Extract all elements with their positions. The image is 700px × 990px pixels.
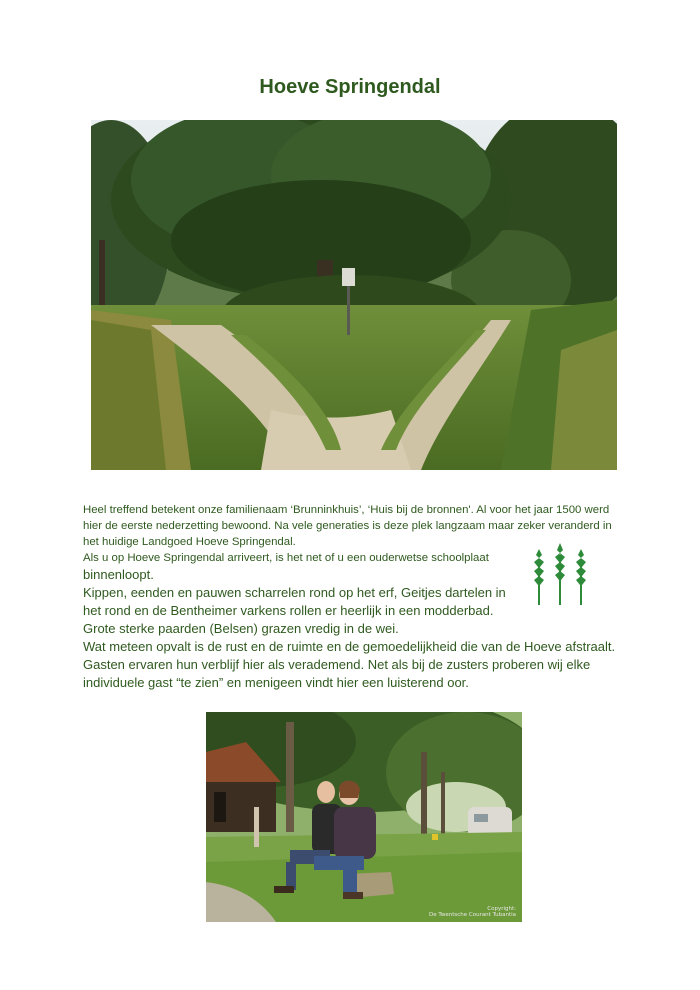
paragraph-arrival-end: binnenloopt. <box>83 567 154 582</box>
paragraph-horses: Grote sterke paarden (Belsen) grazen vredig in de wei. <box>83 621 399 636</box>
page-title: Hoeve Springendal <box>259 76 441 98</box>
copyright-label: Copyright: <box>487 906 516 912</box>
photo-owners-couple <box>206 712 522 922</box>
photo-forked-path <box>91 120 617 470</box>
paragraph-animals: Kippen, eenden en pauwen scharrelen rond op het erf, Geitjes dartelen in het rond en de Bentheimer varkens rollen er heerlijk in een modderbad. <box>83 585 506 618</box>
photo-copyright <box>429 906 516 918</box>
paragraph-history: Heel treffend betekent onze familienaam ‘Brunninkhuis’, ‘Huis bij de bronnen'. Al voor het jaar 1500 werd hier de eerste nederzetting bewoond. Na vele generaties is deze plek langzaam maar zeker veranderd in het huidige Landgoed Hoeve Springendal. <box>83 504 612 548</box>
wheat-icon <box>528 543 592 605</box>
paragraph-arrival: Als u op Hoeve Springendal arriveert, is het net of u een ouderwetse schoolplaat <box>83 552 489 564</box>
copyright-holder: De Twentsche Courant Tubantia <box>429 912 516 918</box>
paragraph-atmosphere: Wat meteen opvalt is de rust en de ruimte en de gemoedelijkheid die van de Hoeve afstraalt. Gasten ervaren hun verblijf hier als verademend. Net als bij de zusters proberen wij elke individuele gast “te zien” en menigeen vindt hier een luisterend oor. <box>83 639 616 690</box>
